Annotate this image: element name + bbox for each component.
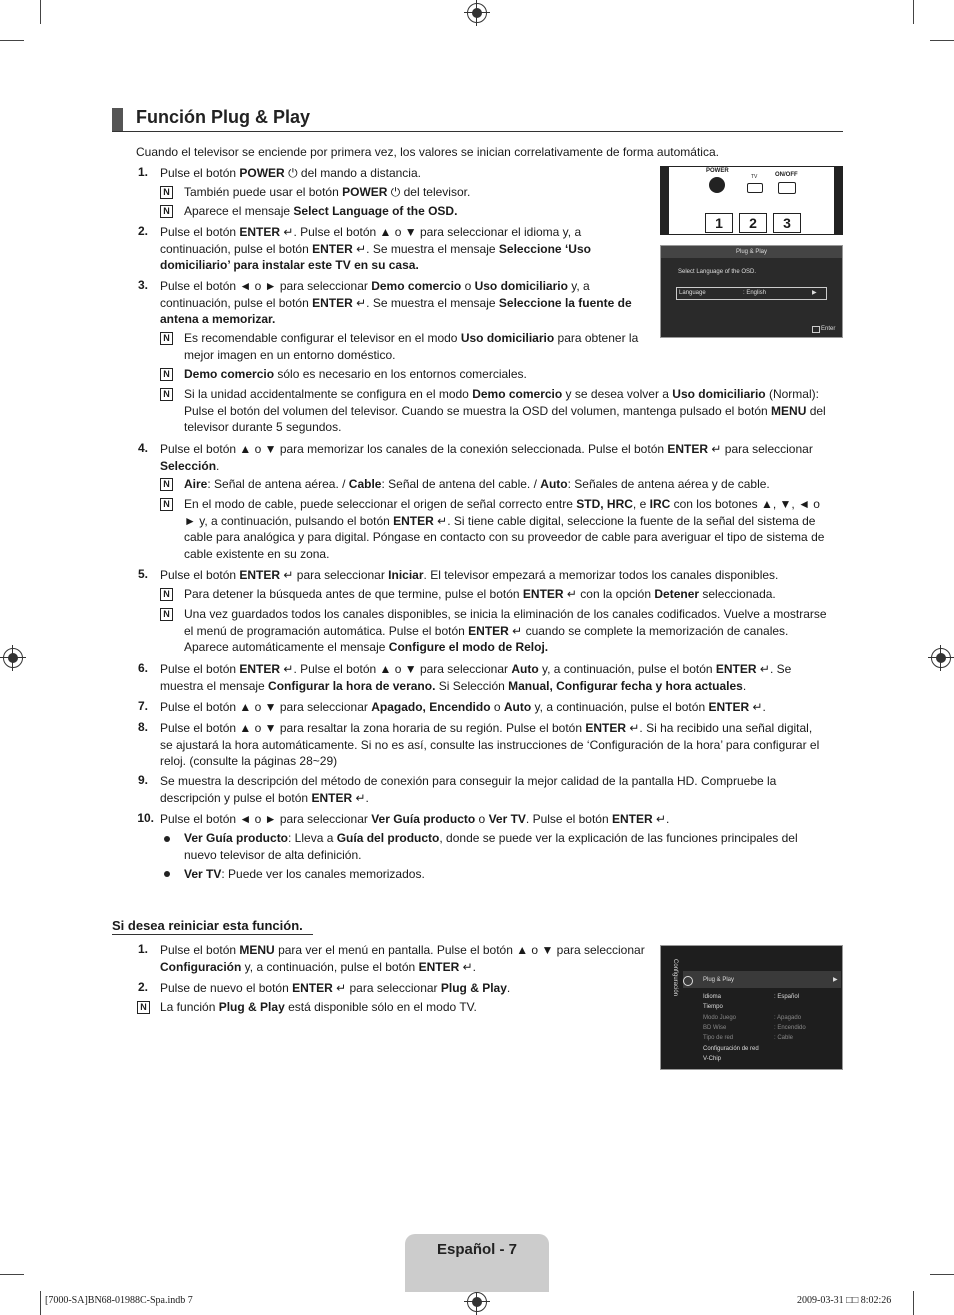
note-icon: N (160, 498, 173, 511)
key-2: 2 (739, 213, 767, 233)
bullet (164, 836, 170, 842)
registration-mark-bottom (467, 1292, 487, 1312)
osd-selected-item: Plug & Play (703, 977, 735, 983)
key-3: 3 (773, 213, 801, 233)
light-button-icon (778, 182, 796, 194)
osd-row-label: BD Wise (703, 1025, 727, 1031)
osd-row-label: Tiempo (703, 1004, 723, 1010)
osd-enter-hint: Enter (821, 326, 836, 332)
note-icon: N (160, 368, 173, 381)
osd-prompt: Select Language of the OSD. (678, 269, 757, 275)
subheading-rule (112, 934, 313, 935)
note-icon: N (160, 205, 173, 218)
osd-row-value: : Español (774, 994, 800, 1000)
osd-header: Plug & Play (735, 249, 768, 255)
note-icon: N (160, 388, 173, 401)
note-icon: N (160, 332, 173, 345)
note-icon: N (160, 588, 173, 601)
note-icon: N (137, 1001, 150, 1014)
registration-mark-top (467, 3, 487, 23)
title-accent-bar (112, 108, 123, 132)
osd-row-label: Tipo de red (703, 1035, 734, 1041)
footer-file-name: [7000-SA]BN68-01988C-Spa.indb 7 (45, 1295, 193, 1306)
arrow-right-icon: ▶ (812, 290, 817, 296)
note-icon: N (160, 186, 173, 199)
osd-row-value: : Encendido (774, 1025, 806, 1031)
section-subheading: Si desea reiniciar esta función. (112, 918, 303, 933)
power-button-icon (709, 177, 725, 193)
osd-language-screen (660, 245, 843, 338)
onoff-label: ON/OFF (775, 172, 798, 178)
osd-row-value: : Apagado (774, 1015, 802, 1021)
remote-illustration (660, 166, 843, 235)
arrow-right-icon: ▶ (833, 977, 838, 983)
gear-icon (683, 976, 693, 986)
osd-row-label: Idioma (703, 994, 722, 1000)
title-rule (112, 131, 843, 132)
enter-icon (812, 326, 820, 333)
osd-configuration-menu (660, 945, 843, 1070)
tv-button-icon (747, 183, 763, 193)
registration-mark-left (3, 648, 23, 668)
osd-row-label: Configuración de red (703, 1046, 759, 1052)
power-label: POWER (706, 168, 729, 174)
bullet (164, 871, 170, 877)
key-1: 1 (705, 213, 733, 233)
osd-language-value: : English (743, 290, 767, 296)
tv-label: TV (751, 174, 758, 180)
osd-row-label: Modo Juego (703, 1015, 737, 1021)
osd-row-value: : Cable (774, 1035, 794, 1041)
page-title: Función Plug & Play (136, 107, 311, 127)
note-icon: N (160, 478, 173, 491)
osd-sidebar-label: Configuración (672, 959, 678, 997)
osd-language-label: Language (679, 290, 706, 296)
note-icon: N (160, 608, 173, 621)
footer-date: 2009-03-31 □□ 8:02:26 (797, 1295, 892, 1306)
registration-mark-right (931, 648, 951, 668)
osd-row-label: V-Chip (703, 1056, 722, 1062)
page-number-label: Español - 7 (436, 1241, 518, 1258)
intro-text: Cuando el televisor se enciende por primera vez, los valores se inician correlativamente de forma automática. (136, 145, 719, 159)
